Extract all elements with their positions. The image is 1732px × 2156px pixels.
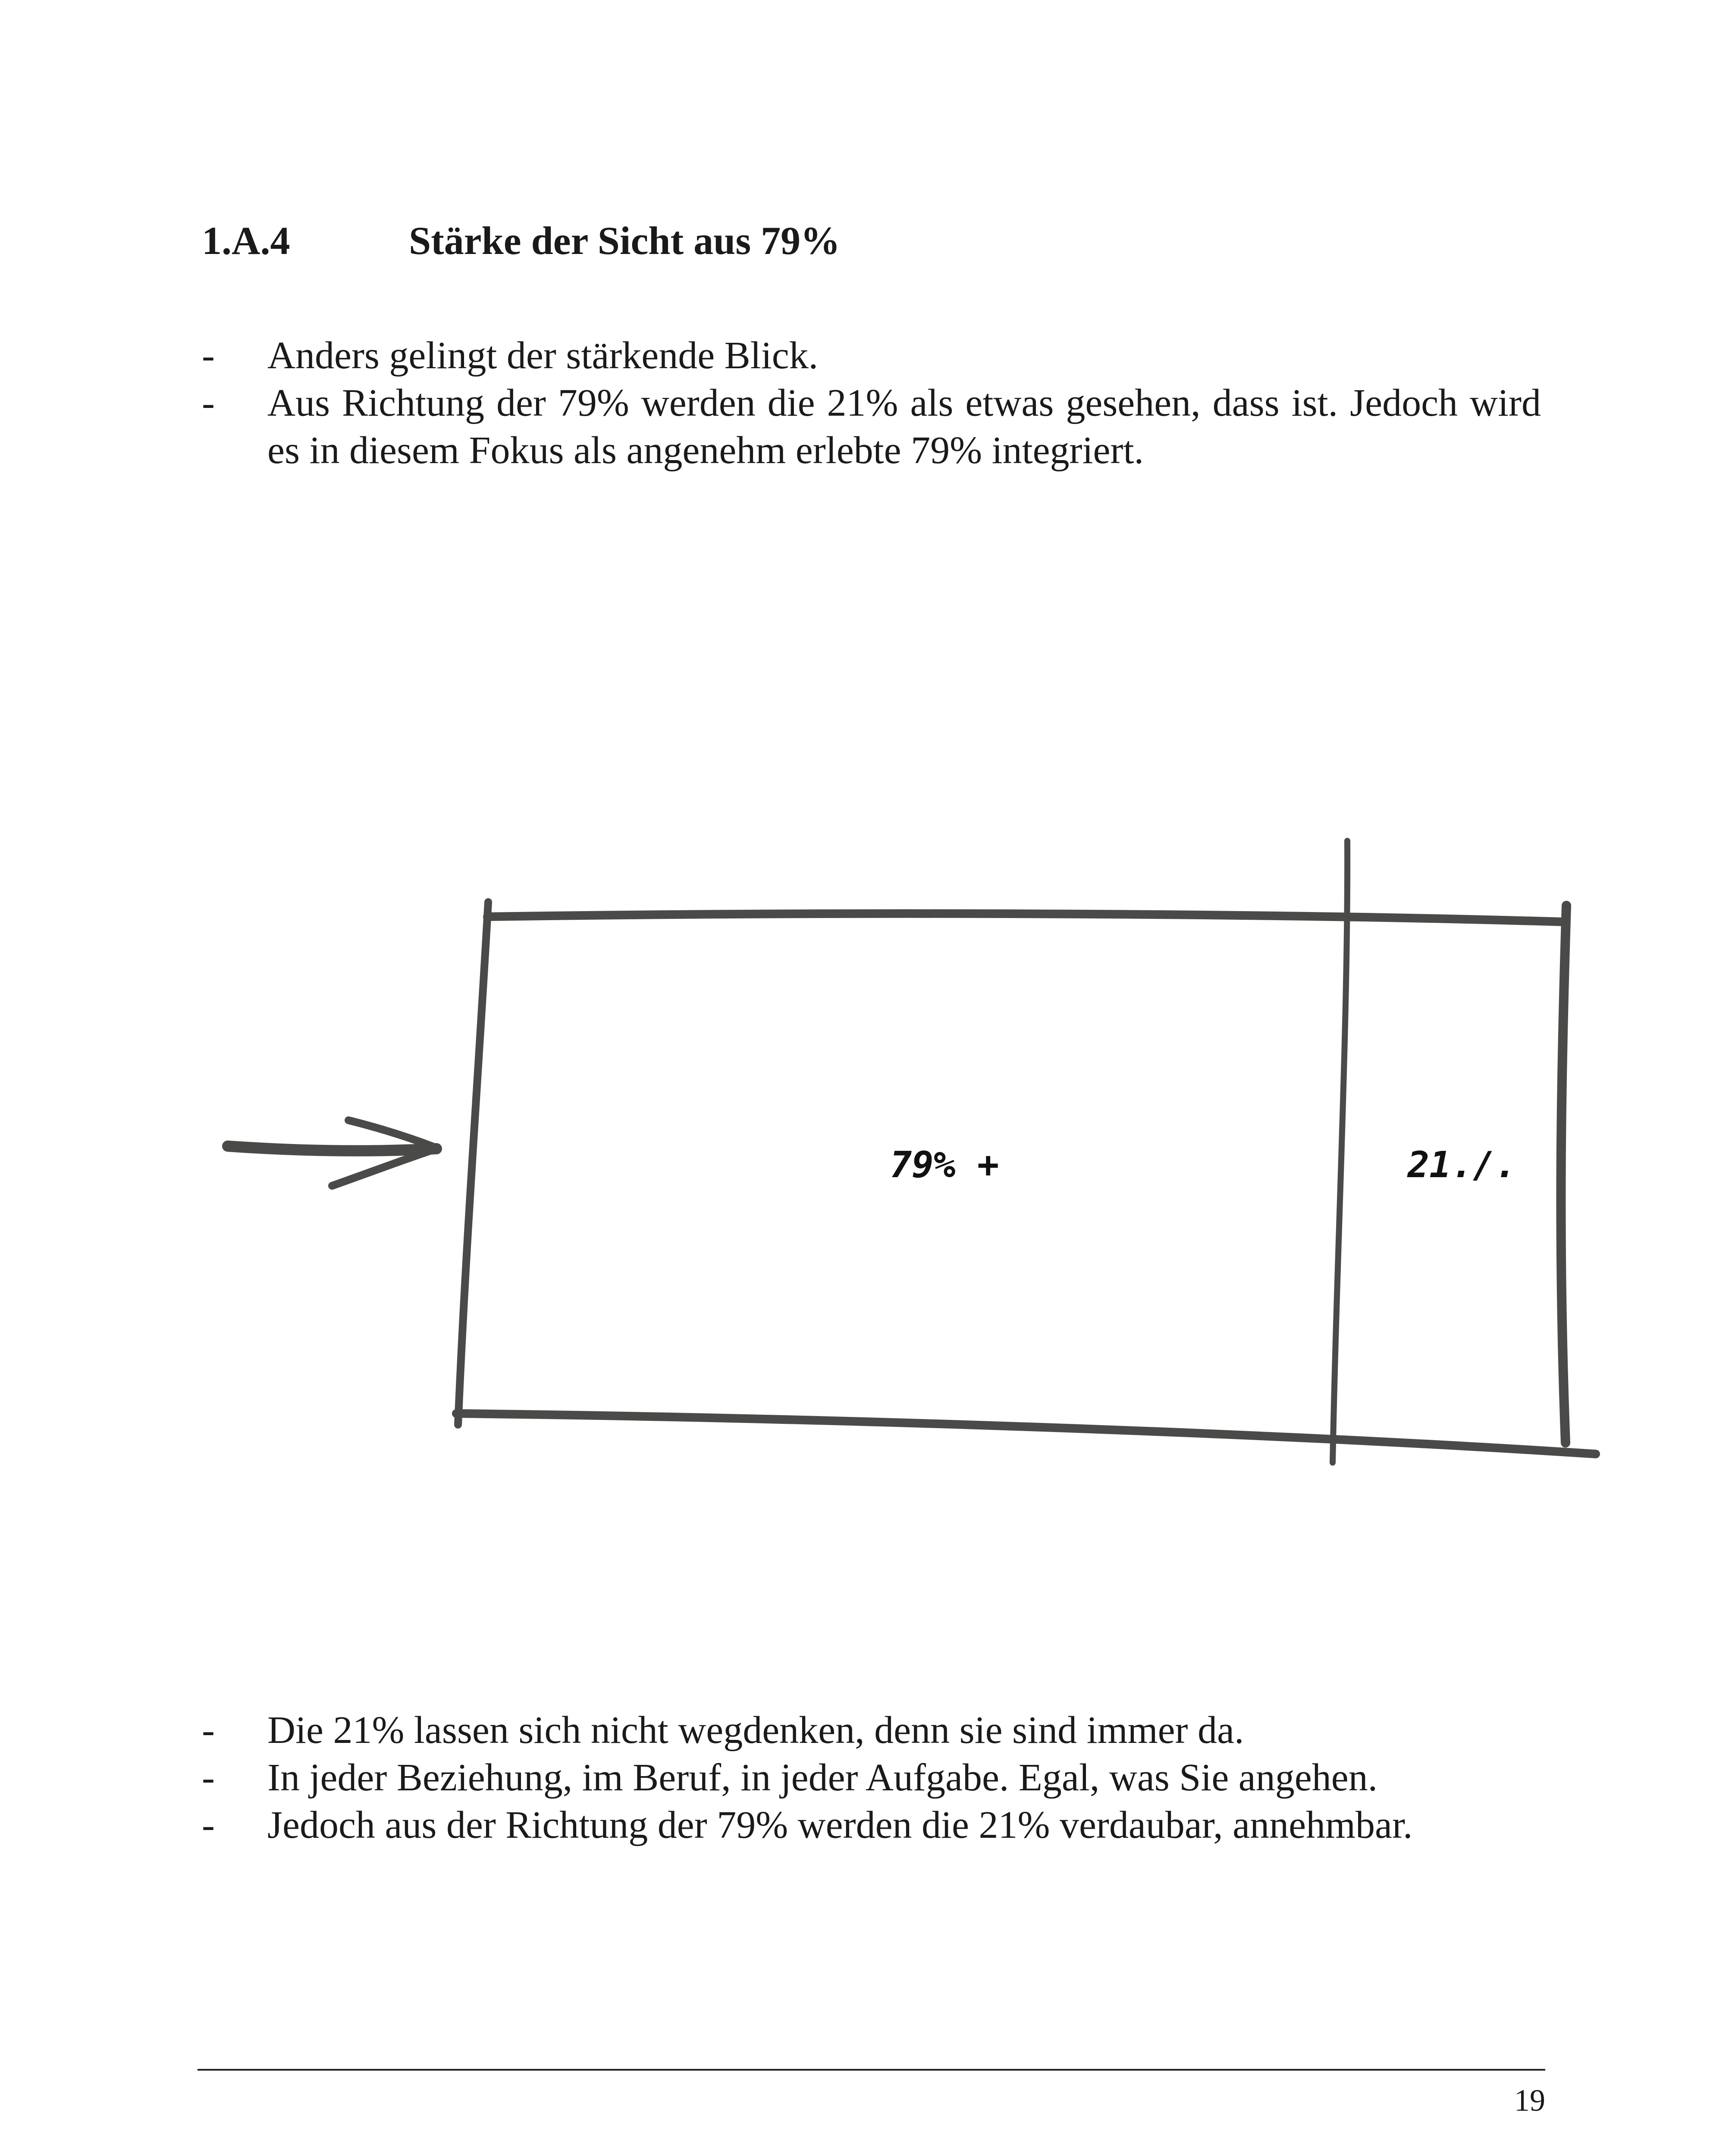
section-number: 1.A.4 bbox=[202, 219, 290, 263]
bullet-text: Jedoch aus der Richtung der 79% werden die 21% verdaubar, annehmbar. bbox=[267, 1804, 1413, 1846]
bullet-text: Anders gelingt der stärkende Blick. bbox=[267, 334, 819, 377]
small-box-label: 21./. bbox=[1407, 1144, 1517, 1186]
bullet-dash: - bbox=[202, 382, 215, 424]
large-box-label: 79% + bbox=[890, 1144, 999, 1186]
section-heading bbox=[202, 206, 840, 275]
bullet-dash: - bbox=[202, 334, 215, 377]
bullet-text: Aus Richtung der 79% werden die 21% als etwas gesehen, dass ist. Jedoch wird es in diesem Fokus als angenehm erlebte 79% integriert. bbox=[267, 382, 1541, 472]
closing-bullet-list bbox=[202, 1707, 1541, 1849]
page-number: 19 bbox=[1514, 2083, 1545, 2118]
list-item bbox=[202, 1802, 1541, 1849]
bullet-dash: - bbox=[202, 1756, 215, 1799]
sketch-right-edge bbox=[1561, 906, 1566, 1443]
bullet-text: Die 21% lassen sich nicht wegdenken, denn sie sind immer da. bbox=[267, 1709, 1244, 1752]
bullet-dash: - bbox=[202, 1709, 215, 1752]
sketch-left-edge bbox=[458, 902, 488, 1425]
intro-bullet-list bbox=[202, 332, 1541, 474]
list-item bbox=[202, 1754, 1541, 1802]
sketch-bottom-edge bbox=[456, 1413, 1596, 1454]
sketch-divider bbox=[1333, 841, 1347, 1463]
sketch-arrow-shaft bbox=[228, 1146, 436, 1151]
list-item bbox=[202, 332, 1541, 379]
sketch-top-edge bbox=[487, 914, 1566, 922]
bullet-dash: - bbox=[202, 1804, 215, 1846]
perspective-sketch bbox=[0, 811, 1732, 1483]
section-title: Stärke der Sicht aus 79% bbox=[409, 219, 841, 263]
bullet-text: In jeder Beziehung, im Beruf, in jeder Aufgabe. Egal, was Sie angehen. bbox=[267, 1756, 1378, 1799]
footer-divider bbox=[198, 2069, 1545, 2071]
sketch-arrow-head-upper bbox=[348, 1120, 436, 1148]
list-item bbox=[202, 1707, 1541, 1754]
list-item bbox=[202, 379, 1541, 474]
